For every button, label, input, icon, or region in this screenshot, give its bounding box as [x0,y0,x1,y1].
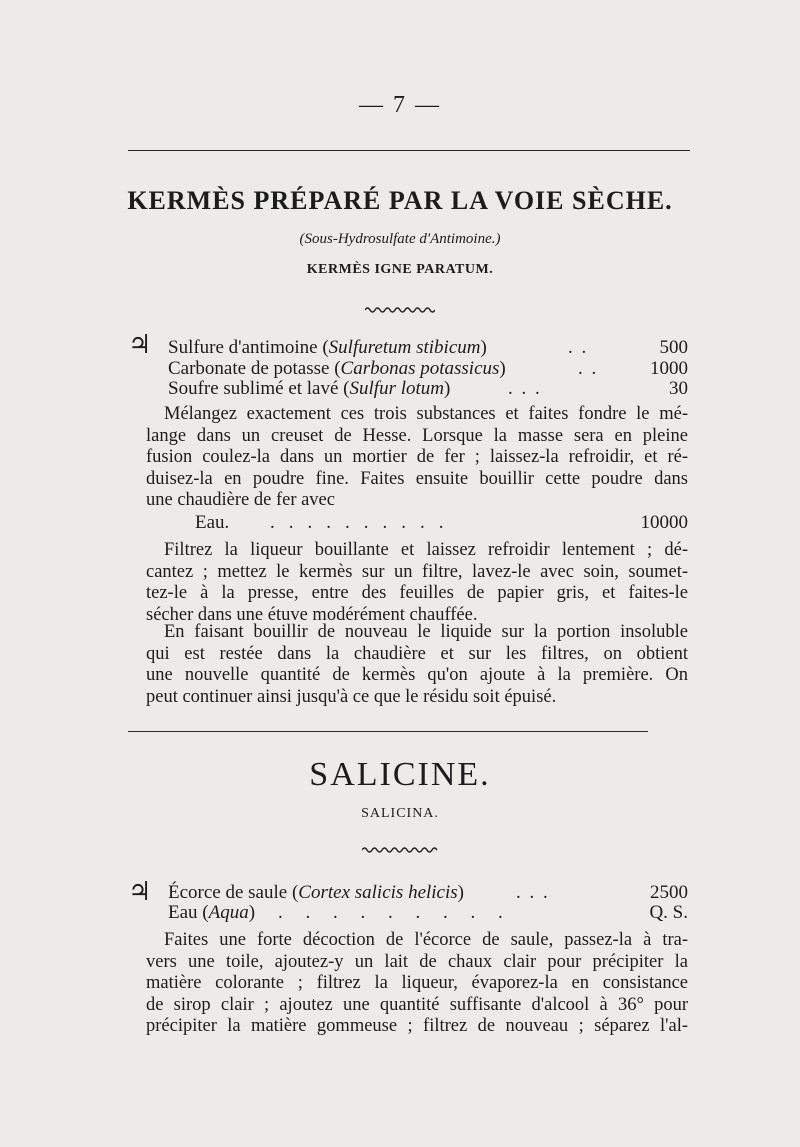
ingredient-quantity: 10000 [640,512,688,533]
ingredient-name: Soufre sublimé et lavé (Sulfur lotum) [168,378,451,399]
section-rule [128,731,648,732]
ingredient-row [168,902,688,924]
text-line: cantez ; mettez le kermès sur un filtre, lavez-le avec soin, soumet- [146,561,688,582]
ingredient-quantity: 1000 [650,358,688,379]
ingredient-quantity: 30 [669,378,688,399]
latin-name-kermes: KERMÈS IGNE PARATUM. [306,262,494,277]
section-title-kermes: KERMÈS PRÉPARÉ PAR LA VOIE SÈCHE. [127,186,673,215]
section-title-salicine: SALICINE. [309,756,491,793]
paragraph [128,622,688,708]
ingredient-row [195,512,688,534]
ingredient-row [168,378,688,400]
ingredient-name: Écorce de saule (Cortex salicis helicis) [168,882,464,903]
leader-dots: . . . . . . . . . [278,902,512,923]
ornament-divider [0,846,800,857]
text-line: peut continuer ainsi jusqu'à ce que le résidu soit épuisé. [146,686,557,707]
paragraph [128,540,688,626]
ingredient-quantity: 500 [659,337,688,358]
ingredient-row [168,882,688,904]
ingredient-quantity: Q. S. [649,902,688,923]
text-line: tez-le à la presse, entre des feuilles de papier gris, et faites-le [146,583,688,603]
ingredient-name: Sulfure d'antimoine (Sulfuretum stibicum) [168,337,487,358]
text-line: une chaudière de fer avec [146,490,335,510]
leader-dots: . . [578,358,599,379]
text-line: matière colorante ; filtrez la liqueur, évaporez-la en consistance [146,973,688,993]
recipe-symbol: ♃ [128,330,152,359]
ingredient-name: Carbonate de potasse (Carbonas potassicus) [168,358,506,379]
leader-dots: .......... [270,512,458,533]
leader-dots: . . . [516,882,550,903]
text-line: En faisant bouillir de nouveau le liquide sur la portion insoluble [164,622,688,642]
text-line: de sirop clair ; ajoutez une quantité suffisante d'alcool à 36° pour [146,994,688,1015]
leader-dots: . . [568,337,589,358]
text-line: fusion coulez-la dans un mortier de fer ; laissez-la refroidir, et ré- [146,447,688,467]
text-line: Mélangez exactement ces trois substances et faites fondre le mé- [164,404,688,424]
text-line: lange dans un creuset de Hesse. Lorsque la masse sera en pleine [146,425,688,446]
ingredient-row [168,337,688,359]
recipe-symbol: ♃ [128,877,152,906]
text-line: duisez-la en poudre fine. Faites ensuite bouillir cette poudre dans [146,468,688,489]
ornament-divider [0,306,800,317]
leader-dots: . . . [508,378,542,399]
text-line: vers une toile, ajoutez-y un lait de chaux clair pour précipiter la [146,951,688,972]
latin-name-salicine: SALICINA. [361,806,439,821]
text-line: sécher dans une étuve modérément chauffée. [146,604,478,625]
page-number: — 7 — [359,92,441,118]
text-line: précipiter la matière gommeuse ; filtrez de nouveau ; séparez l'al- [146,1016,688,1036]
header-rule [128,150,690,151]
ingredient-quantity: 2500 [650,882,688,903]
ingredient-row [168,358,688,380]
ingredient-name: Eau. [195,512,230,533]
text-line: une nouvelle quantité de kermès qu'on ajoute à la première. On [146,665,688,685]
paragraph [128,930,688,1038]
text-line: qui est restée dans la chaudière et sur les filtres, on obtient [146,643,688,664]
text-line: Filtrez la liqueur bouillante et laissez refroidir lentement ; dé- [164,540,688,560]
section-subtitle-kermes: (Sous-Hydrosulfate d'Antimoine.) [299,231,501,247]
text-line: Faites une forte décoction de l'écorce de saule, passez-la à tra- [164,930,688,950]
paragraph [128,404,688,512]
ingredient-name: Eau (Aqua) [168,902,256,923]
